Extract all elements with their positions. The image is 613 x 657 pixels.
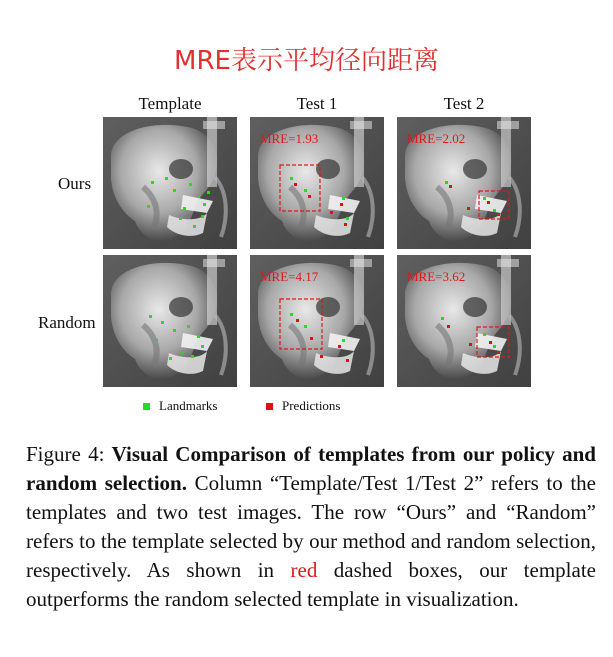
row-label-ours: Ours [58,174,92,193]
mre-random-test1: MRE=4.17 [260,269,319,284]
xray-ours-template [103,117,237,249]
legend-landmarks-label: Landmarks [159,398,218,413]
caption-red-word: red [290,558,318,582]
column-header-test2: Test 2 [443,94,485,113]
green-square-icon [143,403,150,410]
caption-text-1: Column “Template/Test 1/Test 2” refers to the templates and two test images. The row “Ours” and “Random” refers to the template selected by our method and random selection, respectively. As shown in [26,471,596,582]
mre-ours-test1: MRE=1.93 [260,131,319,146]
xray-random-test1 [250,255,384,387]
mre-annotation: MRE表示平均径向距离 [174,46,439,76]
legend-predictions [266,398,341,414]
mre-ours-test2: MRE=2.02 [407,131,466,146]
xray-random-test2 [397,255,531,387]
caption-text-2: dashed boxes, our template outperforms the random selected template in visualization. [26,558,596,611]
red-square-icon [266,403,273,410]
mre-random-test2: MRE=3.62 [407,269,466,284]
column-header-template: Template [138,94,202,113]
row-label-random: Random [38,313,96,332]
xray-random-template [103,255,237,387]
figure-caption [26,440,596,614]
legend-landmarks [143,398,217,414]
figure-label: Figure 4: [26,442,105,466]
legend-predictions-label: Predictions [282,398,341,413]
xray-ours-test2 [397,117,531,249]
xray-ours-test1 [250,117,384,249]
column-header-test1: Test 1 [296,94,338,113]
caption-bold-title: Visual Comparison of templates from our policy and random selection. [26,442,596,495]
